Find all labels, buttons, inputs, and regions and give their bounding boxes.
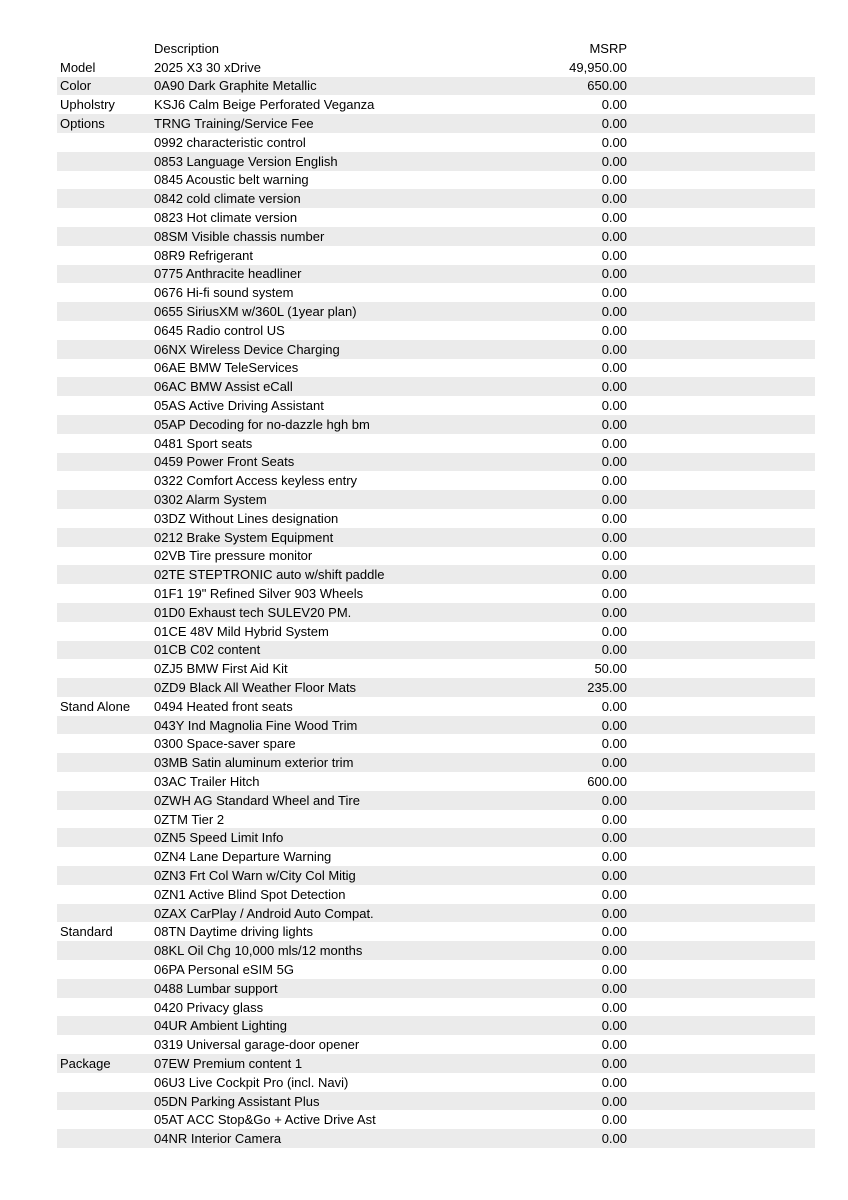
spacer-cell [630, 979, 815, 998]
table-row [57, 152, 815, 171]
description-cell: 08TN Daytime driving lights [154, 924, 313, 940]
table-row [57, 453, 815, 472]
category-cell [57, 283, 151, 302]
msrp-cell: 0.00 [601, 567, 627, 583]
table-row [57, 828, 815, 847]
table-row [57, 415, 815, 434]
category-cell [57, 810, 151, 829]
description-cell: 05AT ACC Stop&Go + Active Drive Ast [154, 1112, 376, 1128]
table-row [57, 77, 815, 96]
msrp-cell: 0.00 [601, 191, 627, 207]
table-row [57, 377, 815, 396]
description-cell: 0322 Comfort Access keyless entry [154, 473, 358, 489]
spacer-cell [630, 171, 815, 190]
description-cell: 0ZN5 Speed Limit Info [154, 830, 284, 846]
spacer-cell [630, 453, 815, 472]
table-row [57, 904, 815, 923]
spacer-cell [630, 847, 815, 866]
description-cell: 02TE STEPTRONIC auto w/shift paddle [154, 567, 385, 583]
msrp-cell: 0.00 [601, 97, 627, 113]
category-cell [57, 960, 151, 979]
msrp-cell: 0.00 [601, 604, 627, 620]
description-cell: 0ZAX CarPlay / Android Auto Compat. [154, 905, 374, 921]
description-cell: 0494 Heated front seats [154, 698, 293, 714]
msrp-cell: 0.00 [601, 153, 627, 169]
spacer-cell [630, 885, 815, 904]
table-row [57, 753, 815, 772]
msrp-cell: 0.00 [601, 586, 627, 601]
spacer-cell [630, 396, 815, 415]
table-row [57, 866, 815, 885]
category-cell [57, 998, 151, 1017]
table-header [57, 39, 815, 58]
category-cell: Options [60, 116, 105, 132]
table-row [57, 678, 815, 697]
spacer-cell [630, 133, 815, 152]
spacer-cell [630, 678, 815, 697]
category-cell [57, 471, 151, 490]
category-cell [57, 1092, 151, 1111]
table-row [57, 1092, 815, 1111]
spacer-cell [630, 603, 815, 622]
description-cell: 2025 X3 30 xDrive [154, 59, 261, 75]
spacer-cell [630, 659, 815, 678]
description-cell: 07EW Premium content 1 [154, 1055, 303, 1071]
description-cell: 06PA Personal eSIM 5G [154, 961, 294, 977]
description-cell: 0ZN4 Lane Departure Warning [154, 849, 332, 865]
msrp-cell: 0.00 [601, 1037, 627, 1053]
category-cell [57, 340, 151, 359]
table-row [57, 471, 815, 490]
spacer-cell [630, 340, 815, 359]
msrp-cell: 0.00 [601, 172, 627, 188]
category-cell [57, 734, 151, 753]
spacer-cell [630, 866, 815, 885]
msrp-cell: 0.00 [601, 322, 627, 338]
table-row [57, 960, 815, 979]
category-cell [57, 979, 151, 998]
table-row [57, 603, 815, 622]
spacer-cell [630, 828, 815, 847]
description-cell: 0ZWH AG Standard Wheel and Tire [154, 792, 360, 808]
table-row [57, 1129, 815, 1148]
category-cell: Upholstry [60, 97, 115, 113]
category-cell [57, 1129, 151, 1148]
table-row [57, 1054, 815, 1073]
description-cell: 0319 Universal garage-door opener [154, 1037, 360, 1053]
category-cell [57, 603, 151, 622]
table-row [57, 885, 815, 904]
description-cell: 06NX Wireless Device Charging [154, 341, 340, 357]
description-cell: 0645 Radio control US [154, 322, 285, 338]
category-column-header [57, 39, 151, 58]
table-row [57, 95, 815, 114]
table-row [57, 584, 815, 603]
msrp-cell: 0.00 [601, 266, 627, 282]
msrp-cell: 0.00 [601, 1093, 627, 1109]
description-cell: 0992 characteristic control [154, 134, 306, 150]
spacer-cell [630, 359, 815, 378]
category-cell [57, 321, 151, 340]
table-row [57, 265, 815, 284]
msrp-cell: 0.00 [601, 473, 627, 489]
table-row [57, 246, 815, 265]
category-cell [57, 227, 151, 246]
category-cell [57, 716, 151, 735]
description-cell: 0842 cold climate version [154, 191, 301, 207]
spacer-cell [630, 810, 815, 829]
description-cell: 06AE BMW TeleServices [154, 360, 299, 376]
description-cell: 0655 SiriusXM w/360L (1year plan) [154, 304, 357, 320]
category-cell [57, 584, 151, 603]
table-row [57, 979, 815, 998]
spacer-cell [630, 904, 815, 923]
description-column-header: Description [154, 40, 220, 56]
table-row [57, 340, 815, 359]
category-cell [57, 753, 151, 772]
msrp-column-header: MSRP [589, 40, 627, 56]
description-cell: 01D0 Exhaust tech SULEV20 PM. [154, 604, 352, 620]
msrp-cell: 235.00 [587, 679, 627, 695]
table-row [57, 227, 815, 246]
msrp-cell: 600.00 [587, 773, 627, 789]
spacer-cell [630, 1092, 815, 1111]
options-table [57, 39, 815, 1148]
msrp-cell: 0.00 [601, 867, 627, 883]
msrp-cell: 0.00 [601, 435, 627, 451]
spacer-cell [630, 246, 815, 265]
description-cell: 0481 Sport seats [154, 435, 253, 451]
msrp-cell: 0.00 [601, 134, 627, 150]
spacer-cell [630, 641, 815, 660]
category-cell [57, 847, 151, 866]
category-cell [57, 509, 151, 528]
msrp-cell: 0.00 [601, 980, 627, 996]
description-cell: 0300 Space-saver spare [154, 736, 296, 752]
description-cell: 05DN Parking Assistant Plus [154, 1093, 320, 1109]
spacer-cell [630, 377, 815, 396]
msrp-cell: 0.00 [601, 623, 627, 639]
table-row [57, 114, 815, 133]
category-cell: Stand Alone [60, 698, 131, 714]
description-cell: 0ZN3 Frt Col Warn w/City Col Mitig [154, 867, 356, 883]
table-row [57, 490, 815, 509]
msrp-cell: 49,950.00 [569, 59, 627, 75]
msrp-cell: 0.00 [601, 510, 627, 526]
table-row [57, 133, 815, 152]
table-body [57, 58, 815, 1148]
spacer-cell [630, 622, 815, 641]
description-cell: 01F1 19" Refined Silver 903 Wheels [154, 586, 364, 601]
msrp-cell: 0.00 [601, 943, 627, 959]
spacer-cell [630, 960, 815, 979]
category-cell [57, 189, 151, 208]
header-row [57, 39, 815, 58]
spacer-cell [630, 283, 815, 302]
spacer-cell [630, 1073, 815, 1092]
msrp-cell: 0.00 [601, 228, 627, 244]
msrp-cell: 0.00 [601, 1074, 627, 1090]
table-row [57, 641, 815, 660]
spacer-cell [630, 321, 815, 340]
spacer-cell [630, 772, 815, 791]
msrp-cell: 0.00 [601, 304, 627, 320]
table-row [57, 1073, 815, 1092]
table-row [57, 734, 815, 753]
description-cell: 0ZTM Tier 2 [154, 811, 225, 827]
description-cell: TRNG Training/Service Fee [154, 116, 314, 132]
category-cell [57, 359, 151, 378]
table-row [57, 998, 815, 1017]
msrp-cell: 0.00 [601, 210, 627, 226]
table-row [57, 1110, 815, 1129]
description-cell: 0676 Hi-fi sound system [154, 285, 294, 301]
description-cell: 0823 Hot climate version [154, 210, 298, 226]
category-cell [57, 1073, 151, 1092]
table-row [57, 772, 815, 791]
description-cell: 03MB Satin aluminum exterior trim [154, 755, 354, 771]
description-cell: 0212 Brake System Equipment [154, 529, 334, 545]
description-cell: 04UR Ambient Lighting [154, 1018, 287, 1034]
msrp-cell: 0.00 [601, 961, 627, 977]
spacer-cell [630, 734, 815, 753]
msrp-cell: 0.00 [601, 529, 627, 545]
spacer-cell [630, 434, 815, 453]
msrp-cell: 0.00 [601, 755, 627, 771]
spacer-cell [630, 302, 815, 321]
table-row [57, 547, 815, 566]
description-cell: 0845 Acoustic belt warning [154, 172, 309, 188]
category-cell [57, 171, 151, 190]
msrp-cell: 0.00 [601, 1131, 627, 1147]
category-cell: Model [60, 59, 96, 75]
msrp-cell: 0.00 [601, 492, 627, 508]
category-cell [57, 377, 151, 396]
spacer-cell [630, 998, 815, 1017]
msrp-cell: 0.00 [601, 830, 627, 846]
description-cell: 03AC Trailer Hitch [154, 773, 260, 789]
msrp-cell: 0.00 [601, 792, 627, 808]
description-cell: 0459 Power Front Seats [154, 454, 295, 470]
msrp-cell: 0.00 [601, 341, 627, 357]
table-row [57, 565, 815, 584]
description-cell: 06U3 Live Cockpit Pro (incl. Navi) [154, 1074, 349, 1090]
spacer-cell [630, 547, 815, 566]
spacer-cell [630, 941, 815, 960]
category-cell [57, 1035, 151, 1054]
description-cell: KSJ6 Calm Beige Perforated Veganza [154, 97, 375, 113]
table-row [57, 189, 815, 208]
spacer-cell [630, 1054, 815, 1073]
msrp-cell: 0.00 [601, 886, 627, 902]
msrp-cell: 0.00 [601, 698, 627, 714]
category-cell [57, 622, 151, 641]
category-cell [57, 885, 151, 904]
description-cell: 08KL Oil Chg 10,000 mls/12 months [154, 943, 363, 959]
msrp-cell: 0.00 [601, 1018, 627, 1034]
table-row [57, 302, 815, 321]
spacer-cell [630, 791, 815, 810]
spacer-cell [630, 1129, 815, 1148]
description-cell: 08R9 Refrigerant [154, 247, 253, 263]
spacer-cell [630, 490, 815, 509]
category-cell [57, 565, 151, 584]
category-cell [57, 453, 151, 472]
msrp-cell: 0.00 [601, 548, 627, 564]
category-cell [57, 265, 151, 284]
spacer-cell [630, 227, 815, 246]
msrp-cell: 0.00 [601, 642, 627, 658]
category-cell [57, 772, 151, 791]
description-cell: 02VB Tire pressure monitor [154, 548, 313, 564]
msrp-cell: 0.00 [601, 416, 627, 432]
msrp-cell: 0.00 [601, 285, 627, 301]
table-row [57, 810, 815, 829]
table-row [57, 922, 815, 941]
msrp-cell: 0.00 [601, 1055, 627, 1071]
table-row [57, 1016, 815, 1035]
description-cell: 0ZD9 Black All Weather Floor Mats [154, 679, 357, 695]
category-cell [57, 208, 151, 227]
spacer-cell [630, 697, 815, 716]
table-row [57, 1035, 815, 1054]
table-row [57, 58, 815, 77]
table-row [57, 321, 815, 340]
category-cell [57, 1016, 151, 1035]
msrp-cell: 650.00 [587, 78, 627, 94]
msrp-cell: 0.00 [601, 905, 627, 921]
spacer-cell [630, 114, 815, 133]
msrp-cell: 0.00 [601, 116, 627, 132]
category-cell [57, 791, 151, 810]
spacer-cell [630, 753, 815, 772]
description-cell: 043Y Ind Magnolia Fine Wood Trim [154, 717, 358, 733]
msrp-cell: 0.00 [601, 924, 627, 940]
table-row [57, 171, 815, 190]
category-cell [57, 434, 151, 453]
category-cell [57, 528, 151, 547]
description-cell: 04NR Interior Camera [154, 1131, 282, 1147]
category-cell [57, 1110, 151, 1129]
description-cell: 08SM Visible chassis number [154, 228, 325, 244]
table-row [57, 847, 815, 866]
spacer-column-header [630, 39, 815, 58]
category-cell [57, 941, 151, 960]
category-cell [57, 490, 151, 509]
description-cell: 05AS Active Driving Assistant [154, 398, 324, 414]
msrp-cell: 0.00 [601, 999, 627, 1015]
category-cell: Package [60, 1055, 111, 1071]
description-cell: 0302 Alarm System [154, 492, 267, 508]
msrp-cell: 0.00 [601, 379, 627, 395]
spacer-cell [630, 1110, 815, 1129]
spacer-cell [630, 565, 815, 584]
category-cell [57, 246, 151, 265]
table-row [57, 359, 815, 378]
spacer-cell [630, 922, 815, 941]
table-row [57, 791, 815, 810]
msrp-cell: 0.00 [601, 398, 627, 414]
category-cell [57, 904, 151, 923]
spacer-cell [630, 77, 815, 96]
category-cell [57, 152, 151, 171]
description-cell: 0ZN1 Active Blind Spot Detection [154, 886, 346, 902]
spacer-cell [630, 716, 815, 735]
spacer-cell [630, 1035, 815, 1054]
category-cell [57, 678, 151, 697]
category-cell [57, 396, 151, 415]
table-row [57, 528, 815, 547]
spacer-cell [630, 95, 815, 114]
category-cell [57, 659, 151, 678]
description-cell: 0A90 Dark Graphite Metallic [154, 78, 317, 94]
description-cell: 03DZ Without Lines designation [154, 510, 339, 526]
table-row [57, 659, 815, 678]
msrp-cell: 0.00 [601, 360, 627, 376]
table-row [57, 697, 815, 716]
msrp-cell: 0.00 [601, 849, 627, 865]
spacer-cell [630, 584, 815, 603]
description-cell: 01CB C02 content [154, 642, 261, 658]
spacer-cell [630, 189, 815, 208]
spacer-cell [630, 509, 815, 528]
description-cell: 0ZJ5 BMW First Aid Kit [154, 661, 288, 677]
spacer-cell [630, 58, 815, 77]
description-cell: 01CE 48V Mild Hybrid System [154, 623, 329, 639]
msrp-cell: 0.00 [601, 247, 627, 263]
category-cell: Standard [60, 924, 113, 940]
spacer-cell [630, 471, 815, 490]
table-row [57, 509, 815, 528]
spacer-cell [630, 528, 815, 547]
table-row [57, 208, 815, 227]
table-row [57, 434, 815, 453]
table-row [57, 396, 815, 415]
table-row [57, 941, 815, 960]
spacer-cell [630, 415, 815, 434]
category-cell [57, 828, 151, 847]
msrp-cell: 0.00 [601, 811, 627, 827]
description-cell: 0775 Anthracite headliner [154, 266, 302, 282]
description-cell: 05AP Decoding for no-dazzle hgh bm [154, 416, 370, 432]
category-cell [57, 866, 151, 885]
table-row [57, 622, 815, 641]
category-cell [57, 415, 151, 434]
description-cell: 0488 Lumbar support [154, 980, 278, 996]
category-cell [57, 547, 151, 566]
spacer-cell [630, 265, 815, 284]
spacer-cell [630, 208, 815, 227]
spacer-cell [630, 152, 815, 171]
table-row [57, 283, 815, 302]
msrp-cell: 0.00 [601, 454, 627, 470]
description-cell: 06AC BMW Assist eCall [154, 379, 293, 395]
category-cell [57, 302, 151, 321]
category-cell: Color [60, 78, 92, 94]
table-row [57, 716, 815, 735]
category-cell [57, 133, 151, 152]
description-cell: 0420 Privacy glass [154, 999, 264, 1015]
description-cell: 0853 Language Version English [154, 153, 338, 169]
msrp-cell: 0.00 [601, 1112, 627, 1128]
category-cell [57, 641, 151, 660]
msrp-cell: 0.00 [601, 736, 627, 752]
msrp-cell: 0.00 [601, 717, 627, 733]
spacer-cell [630, 1016, 815, 1035]
msrp-cell: 50.00 [594, 661, 627, 677]
